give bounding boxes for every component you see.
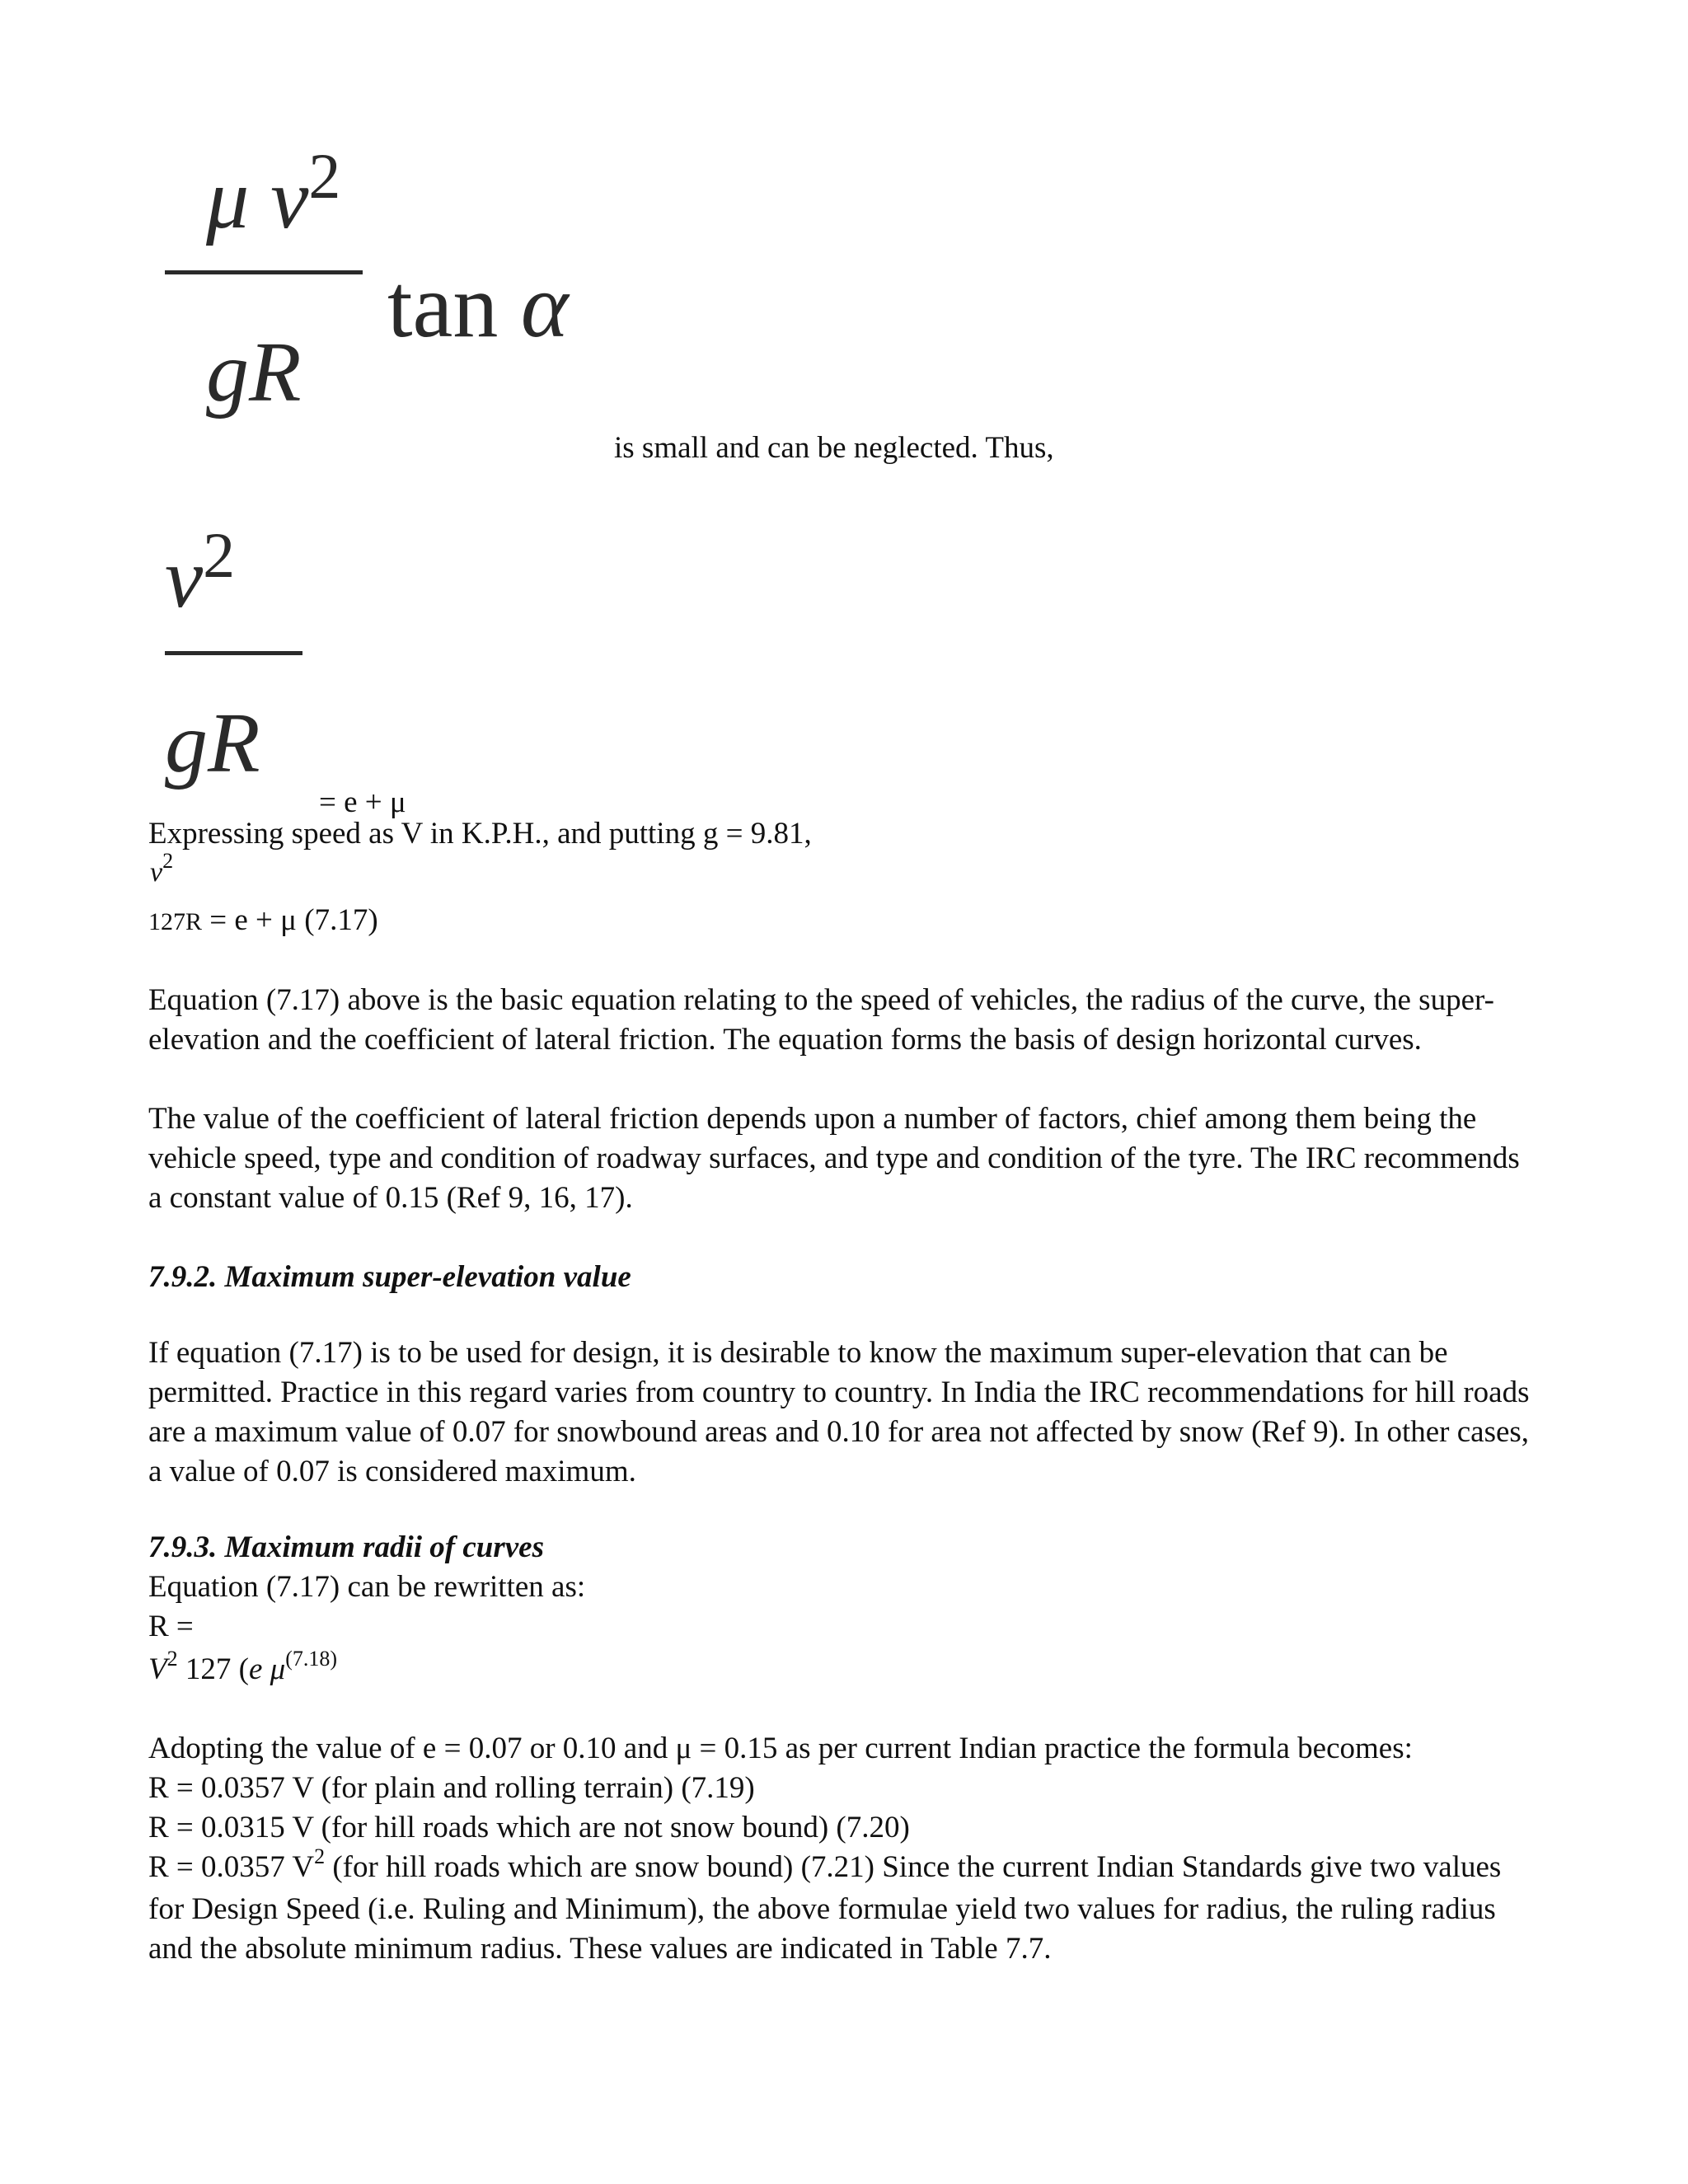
eq717-numerator: $v^2$ <box>150 849 174 888</box>
paragraph-max-super-elevation: If equation (7.17) is to be used for design, it is desirable to know the maximum super-elevation that can be permitted. Practice in this regard varies from country to country. In India the IRC recommendations for hill roads are a maximum value of 0.07 for snowbound areas and 0.10 for area not affected by snow (Ref 9). In other cases, a value of 0.07 is considered maximum. <box>148 1336 1530 1488</box>
tan-alpha <box>387 255 569 356</box>
formula1-denominator: gR <box>206 325 302 419</box>
formula2-rhs: = e + μ <box>319 785 406 819</box>
exponent: 2 <box>203 519 236 591</box>
paragraph-lateral-friction: The value of the coefficient of lateral friction depends upon a number of factors, chief among them being the vehicle speed, type and condition of roadway surfaces, and type and condition of the tyre. The IRC recommends a constant value of 0.15 (Ref 9, 16, 17). <box>148 1102 1520 1215</box>
eq718: $V^2$ 127 (e $\mu^{(7.18)}$ <box>148 1647 338 1686</box>
fraction-bar <box>165 651 302 655</box>
v-symbol: v <box>270 152 309 246</box>
section-heading-super-elevation: 7.9.2. Maximum super-elevation value <box>148 1260 631 1294</box>
neglected-text: is small and can be neglected. Thus, <box>614 431 1054 465</box>
adopting-text: Adopting the value of e = 0.07 or 0.10 and μ = 0.15 as per current Indian practice the formula becomes: <box>148 1732 1413 1765</box>
section-heading-radii: 7.9.3. Maximum radii of curves <box>148 1530 544 1564</box>
eq719: R = 0.0357 V (for plain and rolling terrain) (7.19) <box>148 1771 755 1805</box>
exponent: 2 <box>308 140 341 212</box>
alpha-symbol: α <box>520 255 569 356</box>
eq717-rest: = e + μ (7.17) <box>202 903 378 937</box>
eq721-paragraph: R = 0.0357 $V^2$ (for hill roads which are snow bound) (7.21) Since the current Indian Standards give two values for Design Speed (i.e. Ruling and Minimum), the above formulae yield two values for radius, the ruling radius and the absolute minimum radius. These values are indicated in Table 7.7. <box>148 1844 1502 1966</box>
expressing-text: Expressing speed as V in K.P.H., and putting g = 9.81, <box>148 817 812 851</box>
eq717 <box>148 901 378 942</box>
formula2-numerator <box>165 519 236 628</box>
r-equals: R = <box>148 1610 194 1643</box>
mu-symbol: μ <box>206 152 250 246</box>
tan-label: tan <box>387 255 499 356</box>
rewritten-text: Equation (7.17) can be rewritten as: <box>148 1570 586 1604</box>
paragraph-basic-equation: Equation (7.17) above is the basic equation relating to the speed of vehicles, the radius of the curve, the super-elevation and the coefficient of lateral friction. The equation forms the basis of design horizontal curves. <box>148 983 1494 1057</box>
v-symbol: v <box>165 531 204 626</box>
eq717-den: 127R <box>148 908 203 935</box>
eq720: R = 0.0315 V (for hill roads which are not snow bound) (7.20) <box>148 1811 910 1844</box>
fraction-bar <box>165 270 363 274</box>
formula1-numerator <box>206 140 341 249</box>
formula2-denominator: gR <box>165 696 260 790</box>
